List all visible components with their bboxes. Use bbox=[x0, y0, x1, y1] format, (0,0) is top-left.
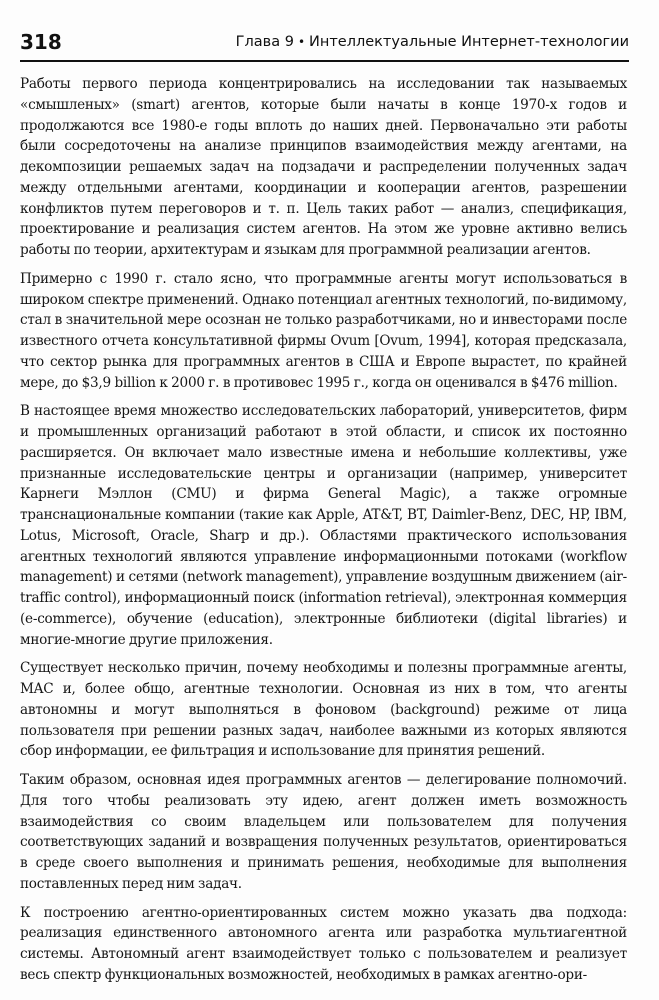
chapter-label: Глава 9 bbox=[235, 34, 294, 50]
chapter-title: Интеллектуальные Интернет-технологии bbox=[309, 34, 629, 50]
page-header bbox=[20, 26, 629, 62]
body-text bbox=[20, 74, 627, 994]
paragraph-market-1990: Примерно с 1990 г. стало ясно, что программные агенты могут использоваться в широком спектре применений. Однако потенциал агентных технологий, по-видимому, стал в значительной мере осознан не только разработчиками, но и инвесторами после известного отчета консультативной фирмы Ovum [Ovum, 1994], которая предсказала, что сектор рынка для программных агентов в США и Европе вырастет, по крайней мере, до $3,9 billion к 2000 г. в противовес 1995 г., когда он оценивался в $476 million. bbox=[20, 270, 627, 391]
paragraph-approaches: К построению агентно-ориентированных систем можно указать два подхода: реализация единственного автономного агента или разработка мультиагентной системы. Автономный агент взаимодействует только с пользователем и реализует весь спектр функциональных возможностей, необходимых в рамках агентно-ори- bbox=[20, 904, 627, 983]
paragraph-delegation: Таким образом, основная идея программных агентов — делегирование полномочий. Для того чтобы реализовать эту идею, агент должен иметь возможность взаимодействия со своим владельцем или пользователем для получения соответствующих заданий и возвращения полученных результатов, ориентироваться в среде своего выполнения и принимать решения, необходимые для выполнения поставленных перед ним задач. bbox=[20, 772, 627, 892]
paragraph-reasons: Существует несколько причин, почему необходимы и полезны программные агенты, MAC и, более общо, агентные технологии. Основная из них в том, что агенты автономны и могут выполняться в фоновом (background) режиме от лица пользователя при решении разных задач, наиболее важными из которых являются сбор информации, ее фильтрация и использование для принятия решений. bbox=[20, 660, 627, 760]
paragraph-organizations: В настоящее время множество исследовательских лабораторий, университетов, фирм и промышленных организаций работают в этой области, и список их постоянно расширяется. Он включает мало известные имена и небольшие коллективы, уже признанные исследовательские центры и организации (например, университет Карнеги Мэллон (CMU) и фирма General Magic), а также огромные транснациональные компании (такие как Apple, AT&T, BT, Daimler-Benz, DEC, HP, IBM, Lotus, Microsoft, Oracle, Sharp и др.). Областями практического использования агентных технологий являются управление информационными потоками (workflow management) и сетями (network management), управление воздушным движением (air-traffic control), информационный поиск (information retrieval), электронная коммерция (e-commerce), обучение (education), электронные библиотеки (digital libraries) и многие-многие другие приложения. bbox=[20, 403, 627, 648]
running-title bbox=[236, 34, 629, 50]
bullet-separator: • bbox=[297, 35, 306, 49]
paragraph-smart-agents: Работы первого периода концентрировались на исследовании так называемых «смышленых» (smart) агентов, которые были начаты в конце 1970-х годов и продолжаются все 1980-е годы вплоть до наших дней. Первоначально эти работы были сосредоточены на анализе принципов взаимодействия между агентами, на декомпозиции решаемых задач на подзадачи и распределении полученных задач между отдельными агентами, координации и кооперации агентов, разрешении конфликтов путем переговоров и т. п. Цель таких работ — анализ, спецификация, проектирование и реализация систем агентов. На этом же уровне активно велись работы по теории, архитектурам и языкам для программной реализации агентов. bbox=[20, 76, 627, 258]
page-number: 318 bbox=[20, 30, 62, 54]
